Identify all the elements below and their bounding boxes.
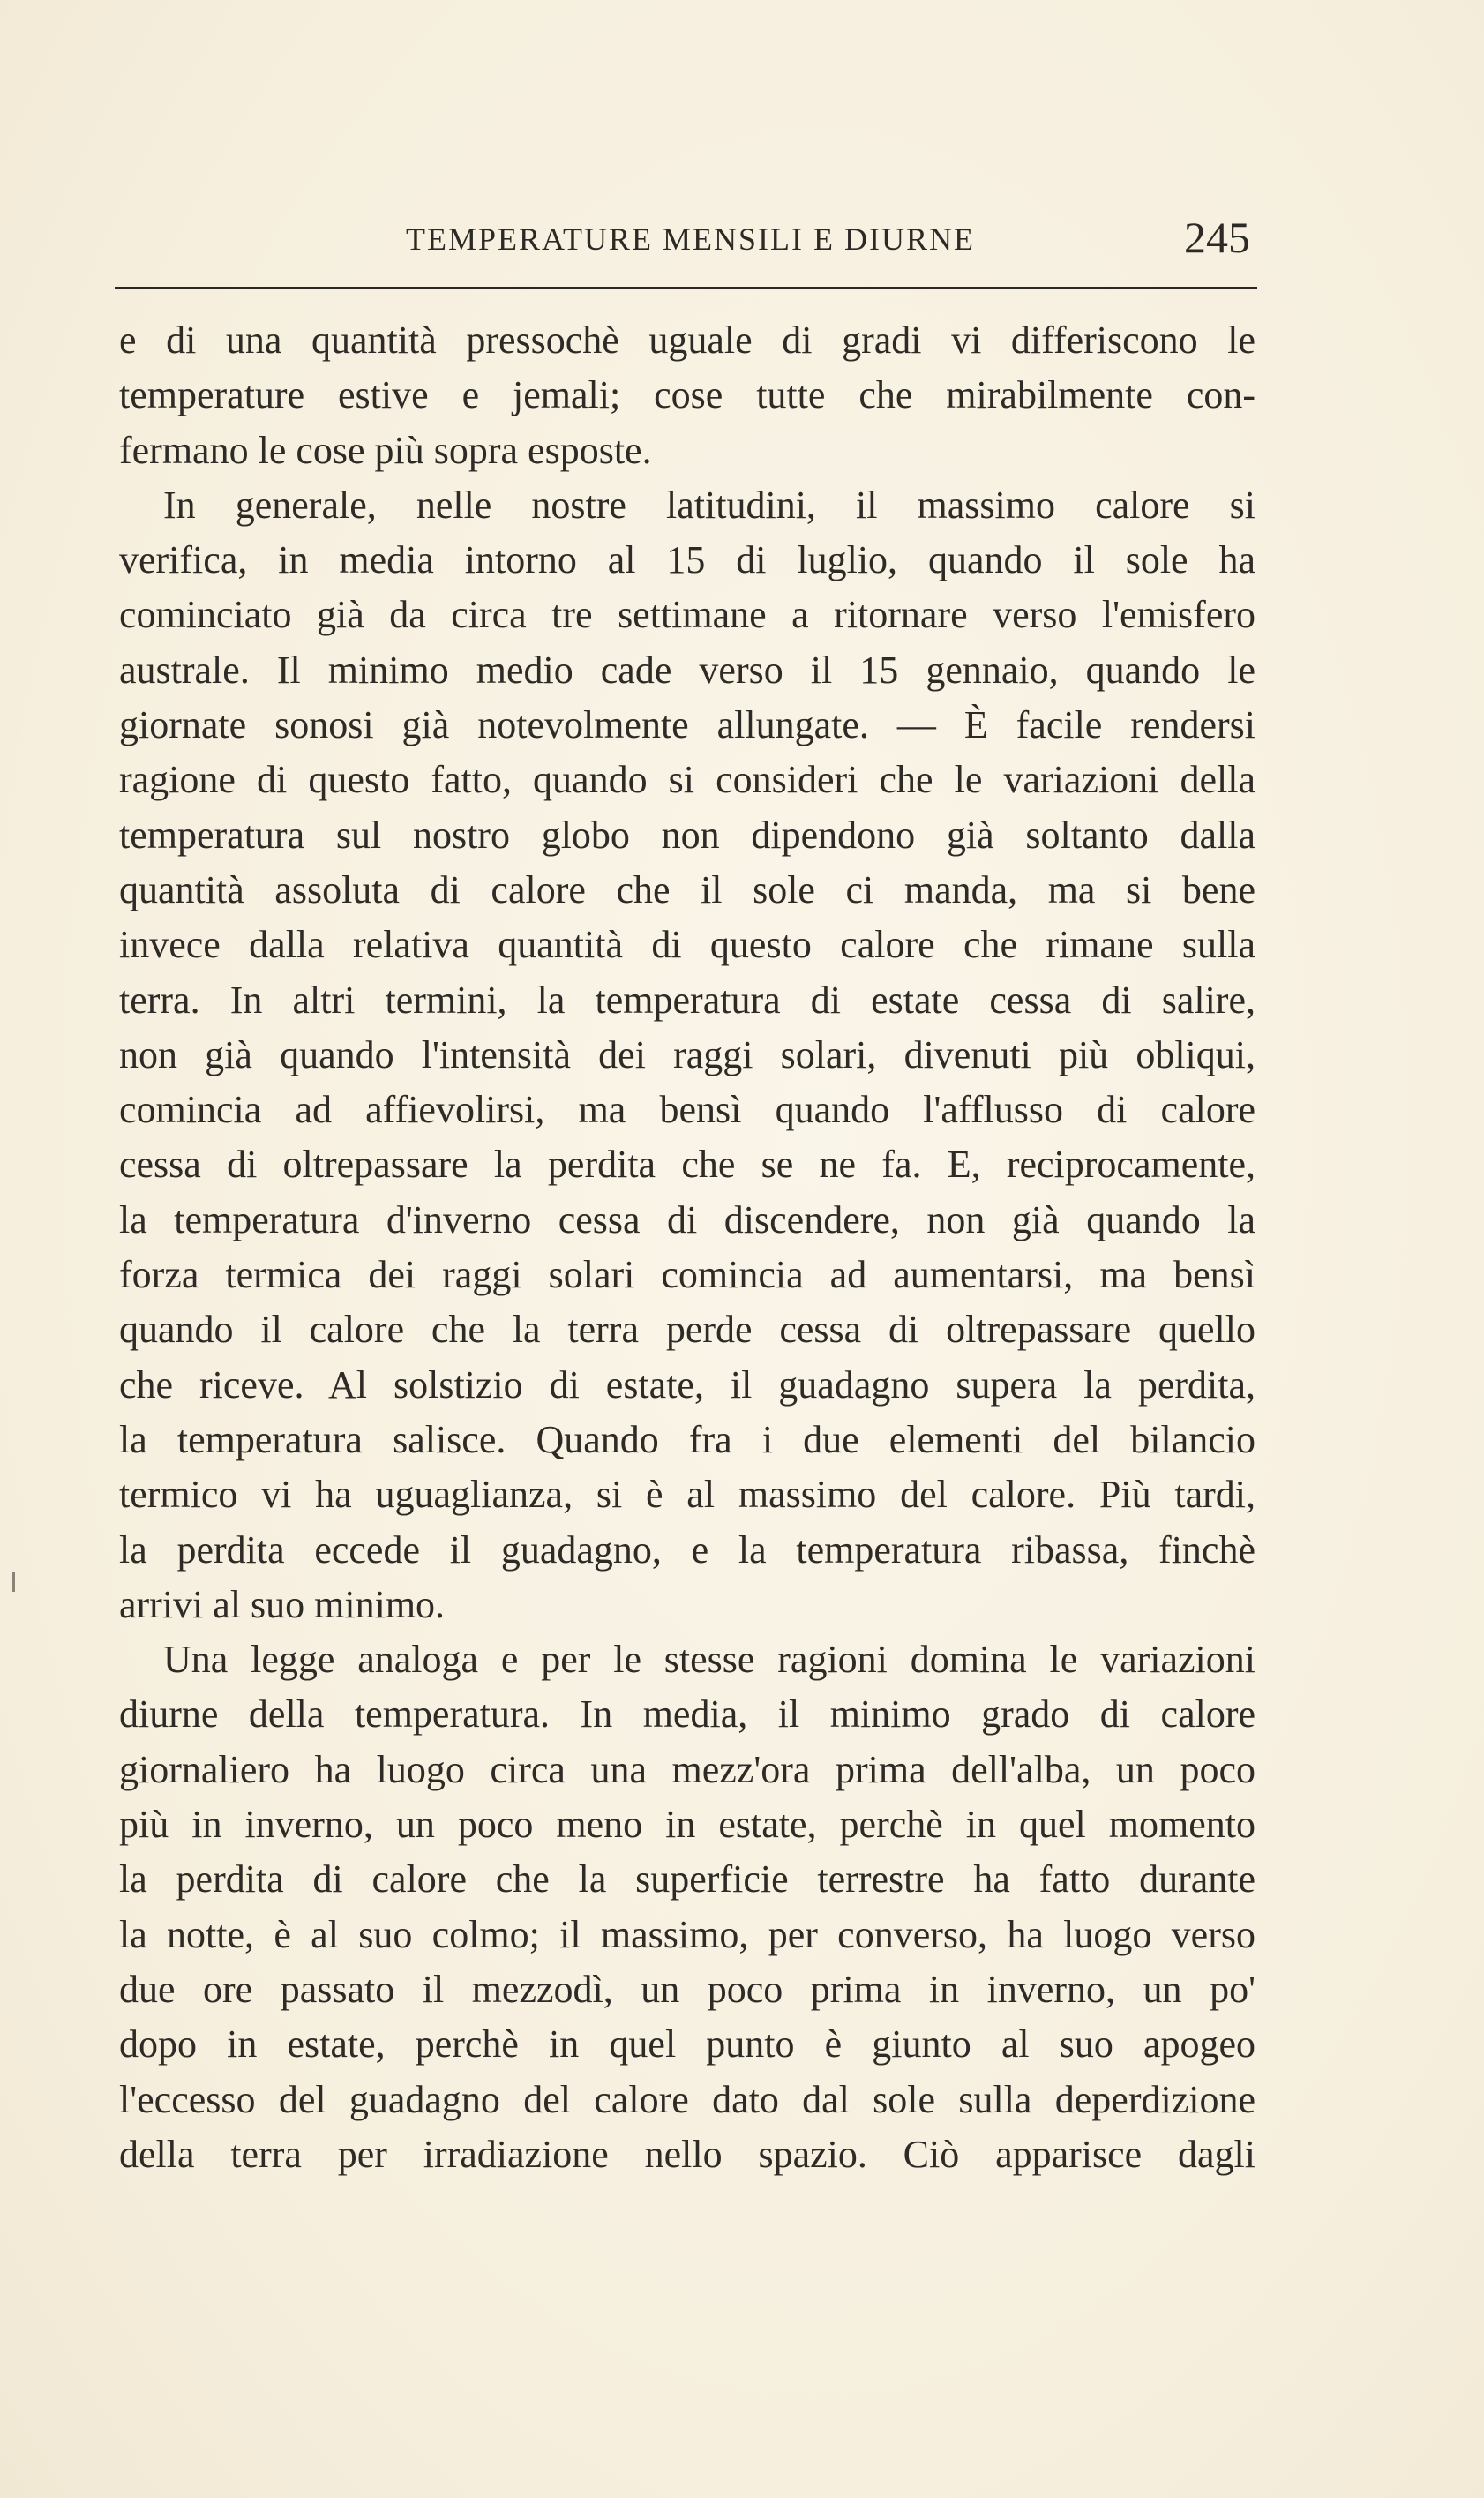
text-line: cessa di oltrepassare la perdita che se ne fa. E, reciprocamente, [119, 1143, 1255, 1187]
text-line: giornaliero ha luogo circa una mezz'ora prima dell'alba, un poco [119, 1747, 1255, 1791]
text-line: e di una quantità pressochè uguale di gradi vi differiscono le [119, 319, 1255, 362]
text-line: ragione di questo fatto, quando si consideri che le variazioni della [119, 758, 1255, 802]
body-text [119, 313, 1255, 2182]
text-line: cominciato già da circa tre settimane a ritornare verso l'emisfero [119, 593, 1255, 637]
text-line: terra. In altri termini, la temperatura di estate cessa di salire, [119, 978, 1255, 1022]
text-line: australe. Il minimo medio cade verso il 15 gennaio, quando le [119, 648, 1255, 692]
text-line: non già quando l'intensità dei raggi solari, divenuti più obliqui, [119, 1032, 1255, 1076]
text-line: verifica, in media intorno al 15 di luglio, quando il sole ha [119, 538, 1255, 582]
text-line: termico vi ha uguaglianza, si è al massimo del calore. Più tardi, [119, 1473, 1255, 1517]
text-line: due ore passato il mezzodì, un poco prima in inverno, un po' [119, 1967, 1255, 2011]
text-line: comincia ad affievolirsi, ma bensì quando l'afflusso di calore [119, 1088, 1255, 1132]
text-line: più in inverno, un poco meno in estate, perchè in quel momento [119, 1803, 1255, 1847]
text-line: arrivi al suo minimo. [119, 1582, 446, 1626]
text-line: temperature estive e jemali; cose tutte che mirabilmente con- [119, 373, 1255, 417]
text-line: Una legge analoga e per le stesse ragioni domina le variazioni [163, 1638, 1255, 1682]
text-line: giornate sonosi già notevolmente allungate. — È facile rendersi [119, 703, 1255, 747]
page-number: 245 [1184, 213, 1250, 262]
text-line: temperatura sul nostro globo non dipendono già soltanto dalla [119, 813, 1255, 857]
text-line: dopo in estate, perchè in quel punto è giunto al suo apogeo [119, 2022, 1255, 2067]
margin-mark [12, 1572, 15, 1592]
text-line: la perdita eccede il guadagno, e la temperatura ribassa, finchè [119, 1527, 1255, 1572]
text-line: della terra per irradiazione nello spazio. Ciò apparisce dagli [119, 2132, 1255, 2176]
text-line: la temperatura salisce. Quando fra i due elementi del bilancio [119, 1417, 1255, 1461]
text-line: diurne della temperatura. In media, il minimo grado di calore [119, 1692, 1255, 1737]
text-line: la perdita di calore che la superficie terrestre ha fatto durante [119, 1857, 1255, 1902]
header-rule [115, 287, 1257, 289]
text-line: forza termica dei raggi solari comincia ad aumentarsi, ma bensì [119, 1253, 1255, 1297]
text-line: quando il calore che la terra perde cessa di oltrepassare quello [119, 1308, 1255, 1352]
text-line: In generale, nelle nostre latitudini, il massimo calore si [163, 483, 1255, 527]
text-line: invece dalla relativa quantità di questo calore che rimane sulla [119, 923, 1255, 967]
text-line: quantità assoluta di calore che il sole ci manda, ma si bene [119, 867, 1255, 911]
running-title: TEMPERATURE MENSILI E DIURNE [406, 221, 975, 257]
text-line: fermano le cose più sopra esposte. [119, 428, 652, 472]
text-line: che riceve. Al solstizio di estate, il guadagno supera la perdita, [119, 1362, 1255, 1407]
text-line: l'eccesso del guadagno del calore dato dal sole sulla deperdizione [119, 2077, 1255, 2121]
text-line: la notte, è al suo colmo; il massimo, per converso, ha luogo verso [119, 1912, 1255, 1956]
text-line: la temperatura d'inverno cessa di discendere, non già quando la [119, 1197, 1255, 1241]
running-head [115, 212, 1257, 265]
